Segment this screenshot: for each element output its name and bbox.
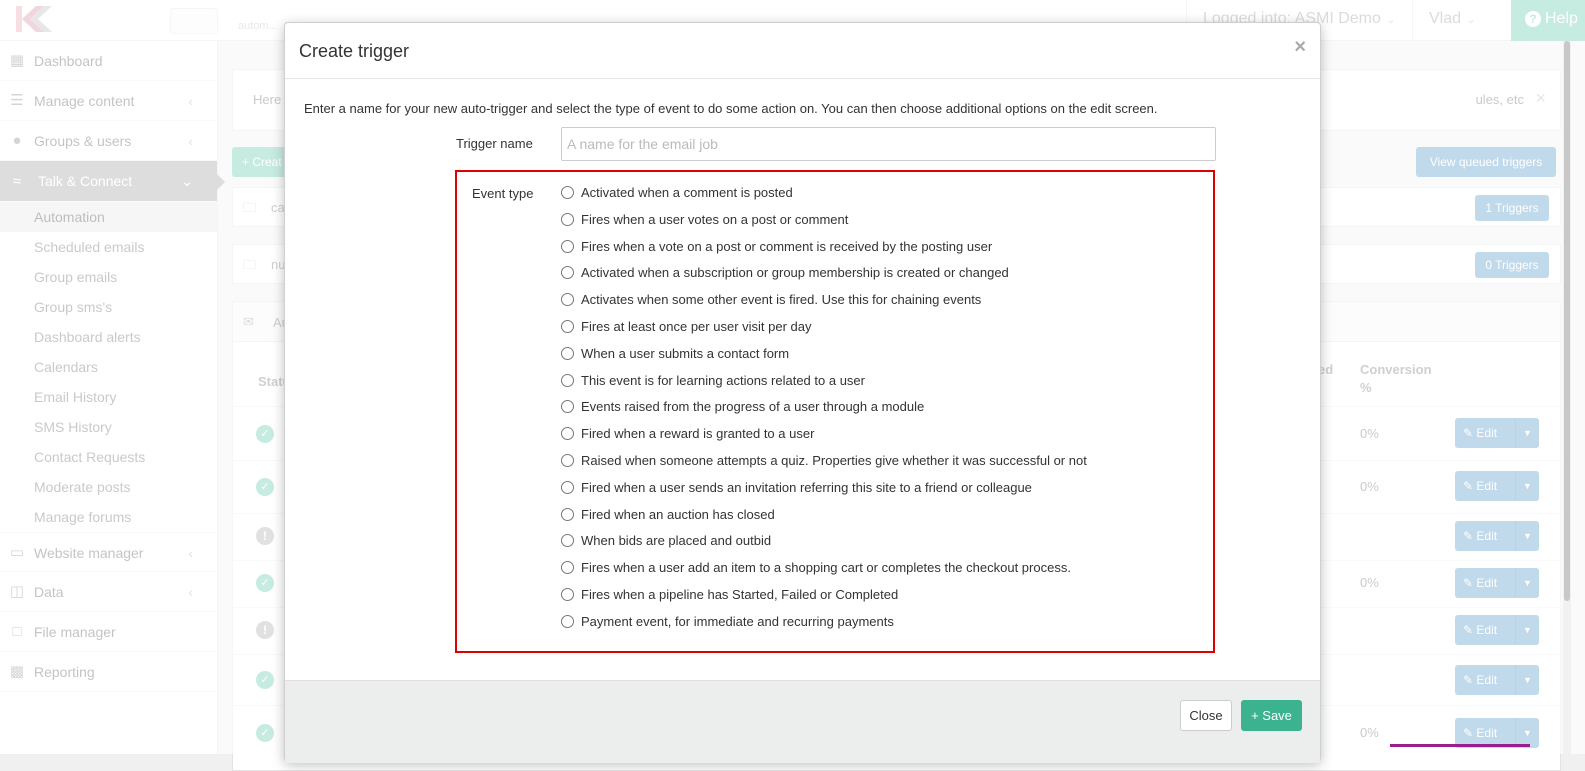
event-type-option-label: Activates when some other event is fired. Use this for chaining events	[581, 292, 982, 308]
trigger-name-input[interactable]	[561, 127, 1216, 161]
event-type-option-label: Fired when a user sends an invitation referring this site to a friend or colleague	[581, 479, 1032, 495]
event-type-label: Event type	[472, 186, 534, 201]
event-type-option-label: Fires when a user votes on a post or comment	[581, 211, 849, 227]
event-type-option[interactable]	[561, 262, 1087, 289]
dialog-header	[285, 23, 1320, 79]
event-type-option-label: Fires when a user add an item to a shopping cart or completes the checkout process.	[581, 560, 1071, 576]
dialog-title: Create trigger	[299, 41, 410, 61]
event-type-option-label: This event is for learning actions related to a user	[581, 372, 865, 388]
event-type-option-label: Fired when an auction has closed	[581, 506, 775, 522]
radio-button[interactable]	[561, 534, 574, 547]
radio-button[interactable]	[561, 266, 574, 279]
event-type-option[interactable]	[561, 477, 1087, 504]
radio-button[interactable]	[561, 320, 574, 333]
event-type-option[interactable]	[561, 396, 1087, 423]
close-button[interactable]: Close	[1180, 700, 1232, 731]
dialog-intro-text: Enter a name for your new auto-trigger and select the type of event to do some action on. You can then choose additional options on the edit screen.	[304, 101, 1158, 116]
radio-button[interactable]	[561, 454, 574, 467]
create-trigger-dialog	[284, 22, 1321, 762]
radio-button[interactable]	[561, 240, 574, 253]
dialog-footer	[285, 680, 1320, 763]
event-type-option-label: Fires at least once per user visit per day	[581, 318, 812, 334]
event-type-option[interactable]	[561, 236, 1087, 263]
scrollbar-thumb[interactable]	[1564, 41, 1570, 601]
radio-button[interactable]	[561, 213, 574, 226]
event-type-option-label: When bids are placed and outbid	[581, 533, 772, 549]
event-type-option[interactable]	[561, 343, 1087, 370]
event-type-option[interactable]	[561, 557, 1087, 584]
event-type-option-label: Events raised from the progress of a user through a module	[581, 399, 925, 415]
event-type-option[interactable]	[561, 450, 1087, 477]
radio-button[interactable]	[561, 374, 574, 387]
radio-button[interactable]	[561, 481, 574, 494]
accent-strip	[1390, 744, 1530, 747]
event-type-option-label: Fires when a pipeline has Started, Failed or Completed	[581, 586, 899, 602]
event-type-option[interactable]	[561, 504, 1087, 531]
event-type-option[interactable]	[561, 182, 1087, 209]
save-button[interactable]: + Save	[1241, 700, 1302, 731]
close-icon[interactable]: ×	[1294, 36, 1306, 58]
page-scrollbar[interactable]	[1563, 41, 1571, 754]
event-type-option-label: Fired when a reward is granted to a user	[581, 426, 815, 442]
event-type-option-label: Fires when a vote on a post or comment is received by the posting user	[581, 238, 993, 254]
radio-button[interactable]	[561, 561, 574, 574]
radio-button[interactable]	[561, 186, 574, 199]
event-type-option[interactable]	[561, 209, 1087, 236]
trigger-name-label: Trigger name	[456, 136, 533, 151]
event-type-option[interactable]	[561, 530, 1087, 557]
event-type-option-label: Activated when a comment is posted	[581, 185, 793, 200]
save-label: Save	[1262, 708, 1292, 723]
event-type-option[interactable]	[561, 611, 1087, 638]
event-type-option[interactable]	[561, 316, 1087, 343]
event-type-option[interactable]	[561, 423, 1087, 450]
radio-button[interactable]	[561, 400, 574, 413]
radio-button[interactable]	[561, 588, 574, 601]
event-type-option-label: When a user submits a contact form	[581, 345, 790, 361]
event-type-option-label: Payment event, for immediate and recurring payments	[581, 613, 894, 629]
event-type-option[interactable]	[561, 584, 1087, 611]
event-type-option-label: Activated when a subscription or group membership is created or changed	[581, 265, 1009, 281]
radio-button[interactable]	[561, 293, 574, 306]
event-type-option[interactable]	[561, 289, 1087, 316]
radio-button[interactable]	[561, 347, 574, 360]
radio-button[interactable]	[561, 508, 574, 521]
event-type-option-label: Raised when someone attempts a quiz. Properties give whether it was successful or not	[581, 452, 1087, 468]
event-type-option[interactable]	[561, 370, 1087, 397]
radio-button[interactable]	[561, 615, 574, 628]
radio-button[interactable]	[561, 427, 574, 440]
event-type-section	[455, 170, 1215, 653]
event-type-radio-group	[561, 182, 1087, 638]
